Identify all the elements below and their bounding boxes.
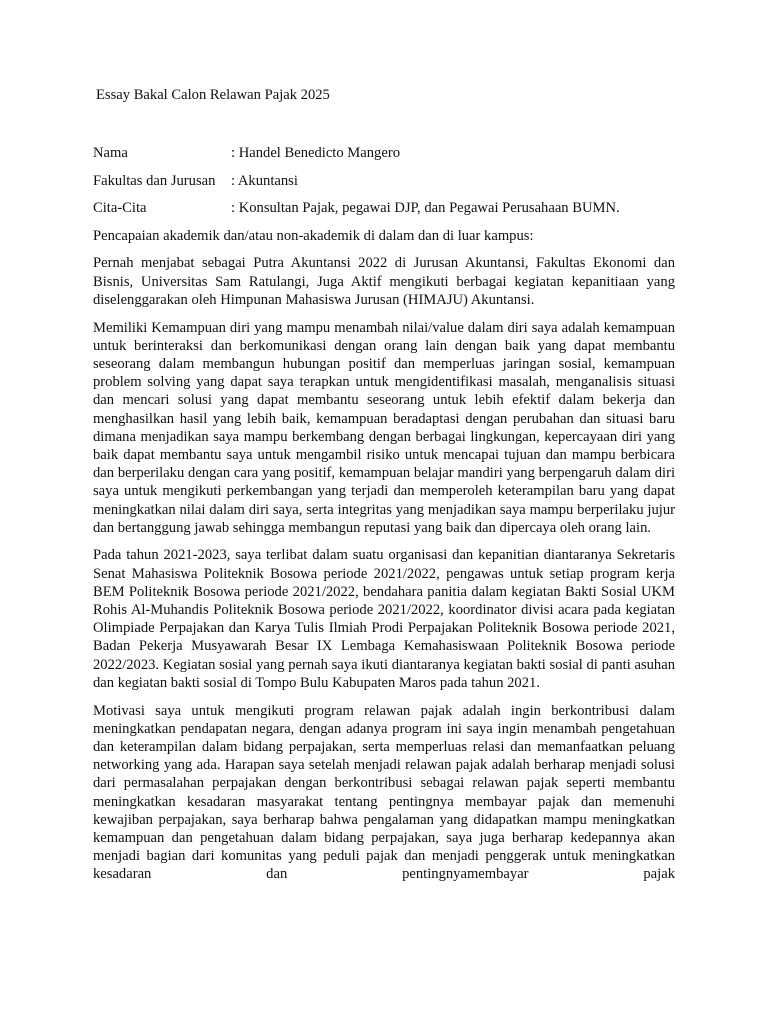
field-value-nama: : Handel Benedicto Mangero [231, 145, 400, 162]
paragraph-organizations: Pada tahun 2021-2023, saya terlibat dalam suatu organisasi dan kepanitian diantaranya Sekretaris Senat Mahasiswa Politeknik Bosowa periode 2021/2022, pengawas untuk setiap program kerja BEM Politeknik Bosowa periode 2021/2022, bendahara panitia dalam kegiatan Bakti Sosial UKM Rohis Al-Muhandis Politeknik Bosowa periode 2021/2022, koordinator divisi acara pada kegiatan Olimpiade Perpajakan dan Karya Tulis Ilmiah Prodi Perpajakan Politeknik Bosowa periode 2021, Badan Pekerja Musyawarah Besar IX Lembaga Kemahasiswaan Politeknik Bosowa periode 2022/2023. Kegiatan sosial yang pernah saya ikuti diantaranya kegiatan bakti sosial di panti asuhan dan kegiatan bakti sosial di Tompo Bulu Kabupaten Maros pada tahun 2021. [93, 547, 675, 691]
document-title: Essay Bakal Calon Relawan Pajak 2025 [96, 87, 330, 103]
paragraph-motivation: Motivasi saya untuk mengikuti program relawan pajak adalah ingin berkontribusi dalam meningkatkan pendapatan negara, dengan adanya program ini saya ingin menambah pengetahuan dan keterampilan dalam bidang perpajakan, serta memperluas relasi dan memanfaatkan peluang networking yang ada. Harapan saya setelah menjadi relawan pajak adalah berharap menjadi solusi dari permasalahan perpajakan dengan berkontribusi sebagai relawan pajak seperti membantu meningkatkan kesadaran masyarakat tentang pentingnya membayar pajak dan memenuhi kewajiban perpajakan, saya berharap bahwa pengalaman yang didapatkan mampu meningkatkan kemampuan dan pengetahuan dalam bidang perpajakan, saya juga berharap kedepannya akan menjadi bagian dari komunitas yang peduli pajak dan menjadi penggerak untuk meningkatkan kesadaran dan pentingnyamembayar pajak [93, 702, 675, 883]
field-row-nama [93, 144, 675, 162]
field-row-fakultas [93, 172, 675, 190]
field-label-fakultas: Fakultas dan Jurusan [93, 172, 216, 189]
field-value-fakultas: : Akuntansi [231, 172, 298, 189]
field-label-nama: Nama [93, 145, 128, 162]
field-value-cita-cita: : Konsultan Pajak, pegawai DJP, dan Pegawai Perusahaan BUMN. [231, 200, 620, 217]
paragraph-achievement: Pernah menjabat sebagai Putra Akuntansi 2022 di Jurusan Akuntansi, Fakultas Ekonomi dan Bisnis, Universitas Sam Ratulangi, Juga Aktif mengikuti berbagai kegiatan kepanitiaan yang diselenggarakan oleh Himpunan Mahasiswa Jurusan (HIMAJU) Akuntansi. [93, 255, 675, 308]
paragraph-abilities: Memiliki Kemampuan diri yang mampu menambah nilai/value dalam diri saya adalah kemampuan untuk berinteraksi dan berkomunikasi dengan orang lain dengan baik yang dapat membantu seseorang dalam membangun hubungan positif dan memperluas jaringan sosial, kemampuan problem solving yang dapat saya terapkan untuk mengidentifikasi masalah, menganalisis situasi dan mencari solusi yang dapat membantu seseorang untuk lebih efektif dalam bekerja dan menghasilkan hasil yang lebih baik, kemampuan beradaptasi dengan perubahan dan situasi baru dimana menjadikan saya mampu berkembang dengan berbagai lingkungan, kepercayaan diri yang baik dapat membantu saya untuk mengambil risiko untuk mencapai tujuan dan mampu berbicara dan berperilaku dengan cara yang positif, kemampuan belajar mandiri yang berpengaruh dalam diri saya untuk mengikuti perkembangan yang terjadi dan memperoleh keterampilan baru yang dapat meningkatkan nilai dalam diri saya, serta integritas yang menjadikan saya mampu berperilaku jujur dan bertanggung jawab sehingga membangun reputasi yang baik dan dipercaya oleh orang lain. [93, 319, 675, 536]
field-label-cita-cita: Cita-Cita [93, 200, 147, 217]
document-page [93, 86, 675, 893]
field-row-cita-cita [93, 199, 675, 217]
achievement-intro: Pencapaian akademik dan/atau non-akademik di dalam dan di luar kampus: [93, 227, 534, 244]
